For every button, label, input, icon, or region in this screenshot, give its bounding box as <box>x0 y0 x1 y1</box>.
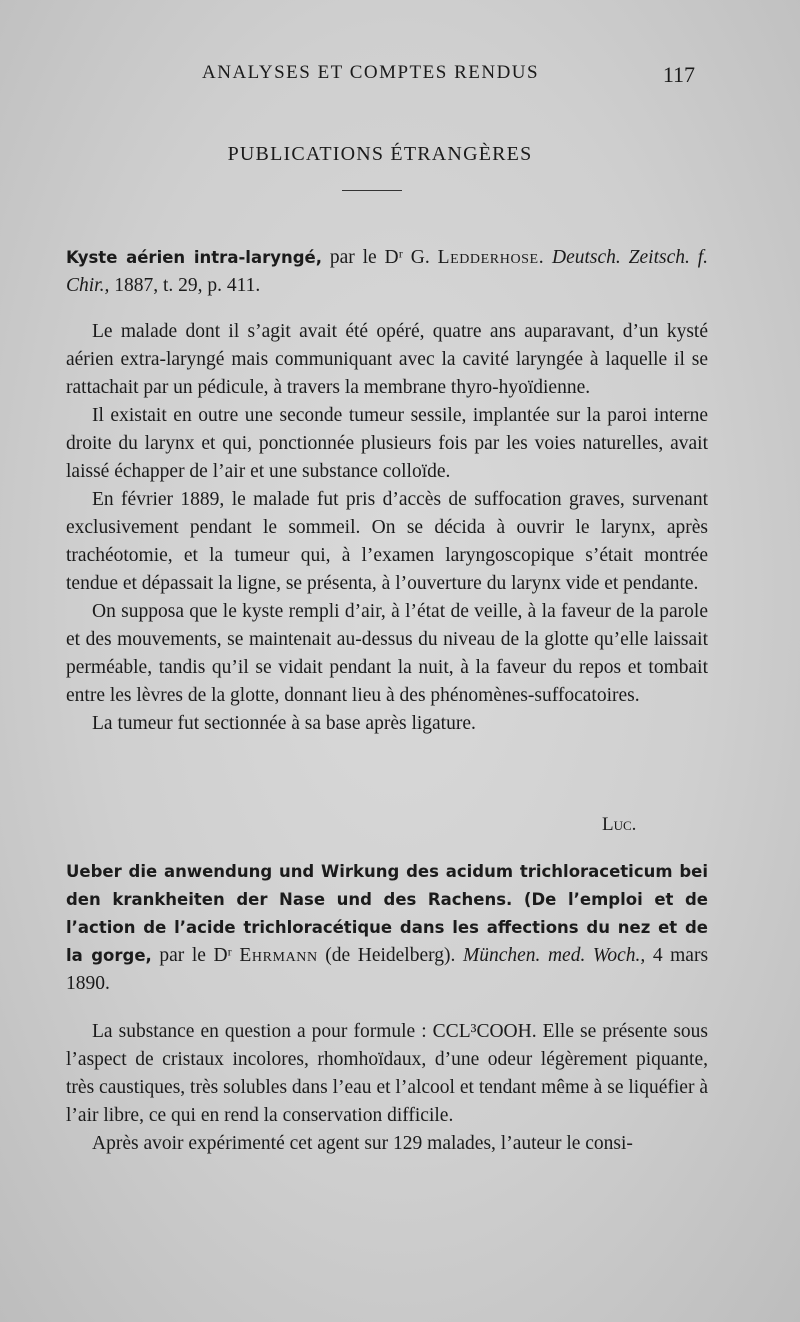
article1-ref: 1887, t. 29, p. 411. <box>114 275 261 296</box>
article1-by: par le Dʳ G. <box>329 247 430 268</box>
paragraph: Il existait en outre une seconde tumeur sessile, implantée sur la paroi interne droite du larynx et qui, ponctionnée plusieurs fois par les voies naturelles, avait laissé échapper de l’air et une substance colloïde. <box>66 405 708 482</box>
article2-author: Ehrmann <box>239 945 318 966</box>
article2-by: par le Dʳ <box>159 945 232 966</box>
article2-body <box>66 1018 708 1158</box>
paragraph: Après avoir expérimenté cet agent sur 129 malades, l’auteur le consi- <box>92 1133 633 1154</box>
section-title: PUBLICATIONS ÉTRANGÈRES <box>227 143 533 165</box>
running-title: ANALYSES ET COMPTES RENDUS <box>202 62 540 83</box>
paragraph: La tumeur fut sectionnée à sa base après ligature. <box>92 713 476 734</box>
article1-title: Kyste aérien intra-laryngé, <box>66 248 323 267</box>
paragraph: La substance en question a pour formule : CCL³COOH. Elle se présente sous l’aspect de cristaux incolores, rhomhoïdaux, d’une odeur légèrement piquante, très caustiques, très solubles dans l’eau et l’alcool et tendant même à se liquéfier à l’air libre, ce qui en rend la conservation difficile. <box>66 1021 708 1126</box>
article2-title: Ueber die anwendung und Wirkung des acidum trichloraceticum bei den krankheiten der Nase und des Rachens. (De l’emploi et de l’action de l’acide trichloracétique dans les affections du nez et de la gorge, <box>66 862 708 965</box>
article1-author: Ledderhose. <box>437 247 545 268</box>
page-number: 117 <box>662 62 695 87</box>
article2-place: (de Heidelberg). <box>325 945 456 966</box>
article2-date: 4 mars 1890. <box>66 945 709 994</box>
article1-body <box>66 318 708 738</box>
paragraph: En février 1889, le malade fut pris d’accès de suffocation graves, survenant exclusivement pendant le sommeil. On se décida à ouvrir le larynx, après trachéotomie, et la tumeur qui, à l’examen laryngoscopique s’était montrée tendue et dépassait la ligne, se présenta, à l’ouverture du larynx vide et pendante. <box>66 489 708 594</box>
paragraph: Le malade dont il s’agit avait été opéré, quatre ans auparavant, d’un kysté aérien extra-laryngé mais communiquant avec la cavité laryngée à laquelle il se rattachait par un pédicule, à travers la membrane thyro-hyoïdienne. <box>66 321 708 398</box>
article2-heading <box>66 858 708 998</box>
article1-journal: Deutsch. Zeitsch. f. Chir., <box>66 247 709 296</box>
article1-heading <box>66 244 708 300</box>
article1-signature: Luc. <box>602 814 637 835</box>
article2-journal: München. med. Woch., <box>462 945 646 966</box>
paragraph: On supposa que le kyste rempli d’air, à l’état de veille, à la faveur de la parole et des mouvements, se maintenait au-dessus du niveau de la glotte qu’elle laissait perméable, tandis qu’il se vidait pendant la nuit, à la faveur du repos et tombait entre les lèvres de la glotte, donnant lieu à des phénomènes-suffocatoires. <box>66 601 708 706</box>
running-header <box>60 62 700 96</box>
title-rule <box>342 190 402 191</box>
